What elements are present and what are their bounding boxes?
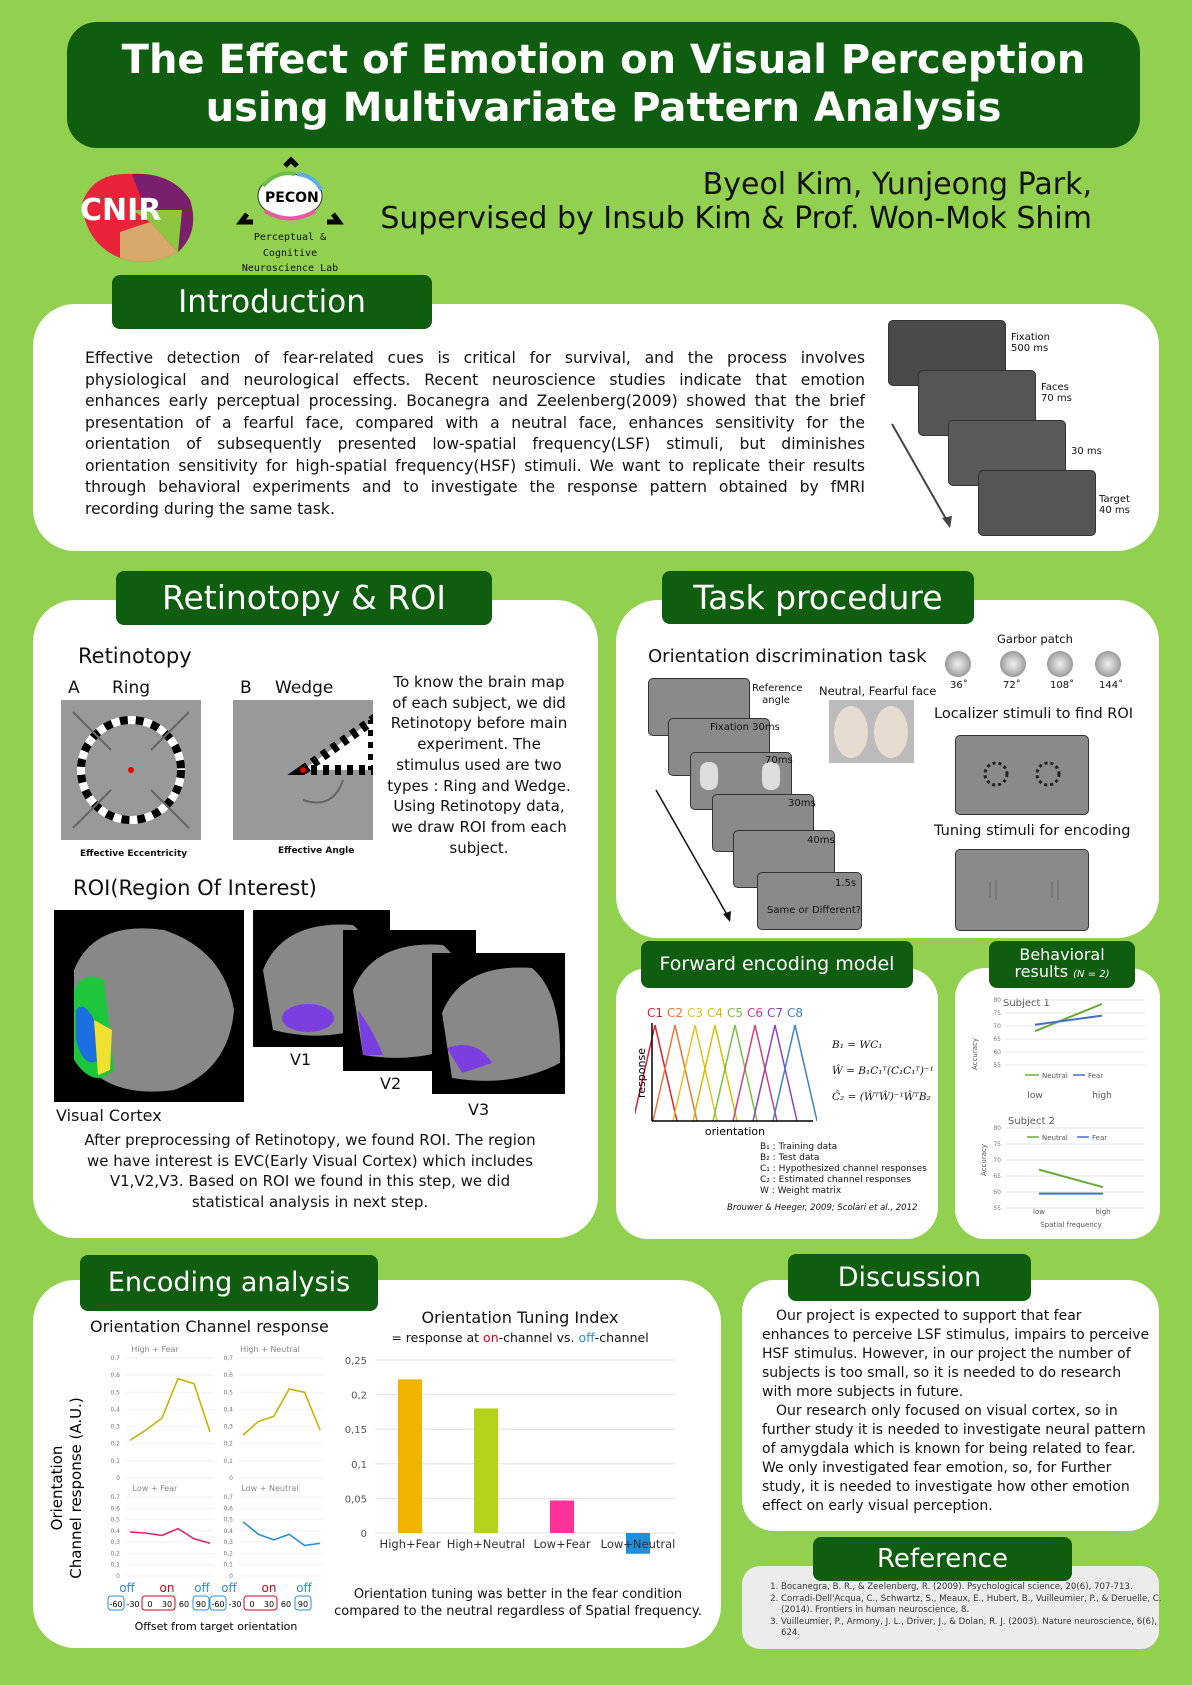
offset-label-0-3: 30 <box>161 1600 173 1609</box>
oti-tick-0: 0 <box>360 1529 367 1540</box>
oc-tick-3-0,6: 0,6 <box>223 1505 233 1513</box>
oc-off-2: off <box>194 1581 210 1595</box>
forward-cite: Brouwer & Heeger, 2009; Scolari et al., 2012 <box>727 1203 918 1213</box>
oc-tick-2-0,2: 0,2 <box>110 1550 120 1558</box>
channel-curve-c4 <box>693 1025 737 1121</box>
ring-letter: A <box>68 678 80 698</box>
tick-80: 80 <box>993 1125 1001 1132</box>
tick-75: 75 <box>993 1010 1001 1017</box>
offset-label-0-0: -60 <box>109 1600 123 1609</box>
task-heading: Task procedure <box>662 571 974 624</box>
s1-xlow: low <box>1027 1091 1043 1101</box>
tick-65: 65 <box>993 1173 1001 1180</box>
angle-108: 108˚ <box>1050 680 1075 691</box>
eq-2: Ŵ = B₁C₁ᵀ(C₁C₁ᵀ)⁻¹ <box>832 1065 934 1077</box>
oc-tick-1-0,7: 0,7 <box>223 1355 233 1362</box>
s2-legend-fear: Fear <box>1092 1134 1108 1142</box>
s2-legend-neutral: Neutral <box>1042 1134 1068 1142</box>
title-line-1: The Effect of Emotion on Visual Perception <box>121 37 1086 83</box>
face-small-2 <box>762 762 780 790</box>
oti-tick-0,1: 0,1 <box>351 1459 367 1471</box>
channel-label-c2: C2 <box>666 1006 684 1020</box>
oc-tick-3-0,3: 0,3 <box>223 1539 233 1547</box>
reference-heading: Reference <box>813 1537 1072 1581</box>
oc-ylabel-2: Channel response (A.U.) <box>67 1397 85 1579</box>
discussion-p1: Our project is expected to support that fear enhances to perceive LSF stimulus, impairs to perceive HSF stimulus. However, in our project the number of subjects is too small, so it is needed to do research with more subjects in future. <box>762 1308 1150 1400</box>
s1-legend-fear: Fear <box>1088 1072 1104 1080</box>
neutral-fearful-label: Neutral, Fearful face <box>819 684 937 698</box>
s2-ylabel: Accuracy <box>980 1144 988 1176</box>
oc-tick-2-0,4: 0,4 <box>110 1527 120 1535</box>
authors-line-2: Supervised by Insub Kim & Prof. Won-Mok Shim <box>380 201 1092 236</box>
oti-tick-0,15: 0,15 <box>345 1425 367 1437</box>
oc-xlabel: Offset from target orientation <box>134 1620 298 1632</box>
oc-title: Orientation Channel response <box>90 1317 329 1336</box>
oti-on: on <box>483 1330 499 1345</box>
subject2-title: Subject 2 <box>1008 1116 1055 1127</box>
oti-subtitle <box>330 1330 710 1345</box>
oc-tick-2-0: 0 <box>116 1573 120 1580</box>
offset-label-1-2: 0 <box>249 1600 255 1609</box>
s1-legend-neutral: Neutral <box>1042 1072 1068 1080</box>
oc-tick-1-0,2: 0,2 <box>223 1440 233 1448</box>
oc-tick-1-0,6: 0,6 <box>223 1372 233 1380</box>
oti-tick-0,05: 0,05 <box>345 1494 367 1506</box>
forward-equations <box>832 1032 934 1110</box>
task-time-arrow <box>652 786 732 926</box>
behavioral-n: (N = 2) <box>1073 969 1110 980</box>
discussion-text <box>762 1307 1151 1516</box>
channel-label-c4: C4 <box>706 1006 724 1020</box>
oc-off-3: off <box>221 1581 237 1595</box>
seq-blank: 30 ms <box>1071 446 1102 457</box>
oc-tick-0-0,2: 0,2 <box>110 1440 120 1448</box>
wedge-label: Wedge <box>275 678 334 698</box>
oc-tick-2-0,1: 0,1 <box>110 1561 120 1569</box>
tick-60: 60 <box>993 1189 1001 1196</box>
behavioral-heading-2: results <box>1014 962 1069 981</box>
channel-label-c8: C8 <box>786 1006 804 1020</box>
oc-tick-0-0,1: 0,1 <box>110 1457 120 1465</box>
oc-panel-hf: High + Fear <box>131 1345 179 1354</box>
offset-label-0-2: 0 <box>147 1600 153 1609</box>
encoding-heading: Encoding analysis <box>80 1255 378 1311</box>
oti-tick-0,2: 0,2 <box>351 1390 367 1402</box>
channel-curve-c5 <box>713 1025 757 1121</box>
tick-60: 60 <box>993 1049 1001 1056</box>
visual-cortex-label: Visual Cortex <box>56 1106 162 1125</box>
oti-xlabel-3: Low+Neutral <box>600 1537 676 1551</box>
retinotopy-text: To know the brain map of each subject, we did Retinotopy before main experiment. The stimulus used are two types : Ring and Wedge. Using Retinotopy data, we draw ROI from each subject. <box>387 673 571 857</box>
v3-label: V3 <box>468 1100 490 1119</box>
cnir-logo <box>72 152 210 270</box>
channel-curve-c6 <box>733 1025 777 1121</box>
legend-b1: B₁ : Training data <box>760 1142 838 1152</box>
oti-sub-c: -channel <box>594 1330 649 1345</box>
offset-label-1-5: 90 <box>297 1600 309 1609</box>
legend-w: W : Weight matrix <box>760 1186 842 1196</box>
s1-ylabel: Accuracy <box>971 1038 979 1070</box>
channel-label-c1: C1 <box>646 1006 664 1020</box>
offset-label-1-1: -30 <box>228 1600 242 1609</box>
authors-line-1: Byeol Kim, Yunjeong Park, <box>702 167 1092 202</box>
angle-72: 72˚ <box>1003 680 1021 691</box>
visual-cortex-image <box>54 910 244 1102</box>
oc-tick-3-0,2: 0,2 <box>223 1550 233 1558</box>
oc-tick-2-0,7: 0,7 <box>110 1494 120 1501</box>
subject1-title: Subject 1 <box>1003 998 1050 1009</box>
s2-xlabel: Spatial frequency <box>1040 1221 1102 1229</box>
oc-tick-1-0: 0 <box>229 1475 233 1482</box>
neutral-fearful-faces <box>829 700 914 763</box>
ring-label: Ring <box>112 678 151 698</box>
channel-label-c3: C3 <box>686 1006 704 1020</box>
oc-tick-3-0,7: 0,7 <box>223 1494 233 1501</box>
oti-xlabel-1: High+Neutral <box>446 1537 526 1551</box>
v3-image <box>432 953 565 1094</box>
oc-ylabel-1: Orientation <box>48 1445 66 1531</box>
legend-c2: C₂ : Estimated channel responses <box>760 1175 912 1185</box>
retinotopy-subheading: Retinotopy <box>78 644 192 668</box>
ring-stimulus <box>61 700 201 840</box>
oti-conclusion: Orientation tuning was better in the fear condition compared to the neutral regardless of Spatial frequency. <box>334 1587 702 1619</box>
oc-panel-lf: Low + Fear <box>132 1484 178 1493</box>
wedge-letter: B <box>240 678 252 698</box>
channel-curve-c8 <box>773 1025 817 1121</box>
offset-label-0-5: 90 <box>195 1600 207 1609</box>
oc-panel-hn: High + Neutral <box>240 1345 300 1354</box>
s1-xhigh: high <box>1092 1091 1112 1101</box>
garbor-label: Garbor patch <box>997 632 1073 646</box>
channel-label-c7: C7 <box>766 1006 784 1020</box>
angle-36: 36˚ <box>950 680 968 691</box>
introduction-heading: Introduction <box>112 275 432 329</box>
trial-sequence-figure <box>888 318 1148 543</box>
tick-70: 70 <box>993 1023 1001 1030</box>
legend-c1: C₁ : Hypothesized channel responses <box>760 1164 927 1174</box>
localizer-label: Localizer stimuli to find ROI <box>934 706 1134 722</box>
eq-1: B₁ = WC₁ <box>832 1039 883 1051</box>
oc-tick-1-0,1: 0,1 <box>223 1457 233 1465</box>
seq-target: Target 40 ms <box>1099 494 1130 516</box>
offset-label-1-3: 30 <box>263 1600 275 1609</box>
s2-xlow: low <box>1033 1208 1045 1216</box>
oti-bar-high-fear <box>398 1379 422 1533</box>
oc-tick-0-0,7: 0,7 <box>110 1355 120 1362</box>
oti-xlabel-0: High+Fear <box>379 1537 441 1551</box>
oc-panel-ln: Low + Neutral <box>241 1484 299 1493</box>
oti-title: Orientation Tuning Index <box>421 1308 619 1327</box>
offset-label-0-4: 60 <box>178 1600 190 1609</box>
oc-tick-3-0: 0 <box>229 1573 233 1580</box>
oc-tick-0-0,5: 0,5 <box>110 1389 120 1397</box>
oti-chart <box>345 1350 680 1560</box>
task-fix-label: Fixation 30ms <box>710 722 780 733</box>
oti-off: off <box>578 1330 595 1345</box>
subject2-chart <box>965 1110 1155 1230</box>
title-banner <box>67 22 1140 148</box>
ring-caption: Effective Eccentricity <box>80 849 188 859</box>
reference-item-2: 2. Corradi-Dell'Acqua, C., Schwartz, S., Meaux, E., Hubert, B., Vuilleumier, P., & Deruelle, C. (2014). Frontiers in human neuroscience, 8. <box>781 1594 1176 1617</box>
retinotopy-heading: Retinotopy & ROI <box>116 571 492 625</box>
tick-80: 80 <box>993 997 1001 1004</box>
reference-list <box>749 1582 1176 1640</box>
tuning-label: Tuning stimuli for encoding <box>934 823 1131 839</box>
tuning-screen <box>955 849 1089 931</box>
tick-55: 55 <box>993 1062 1001 1069</box>
channel-label-c5: C5 <box>726 1006 744 1020</box>
oti-sub-b: -channel vs. <box>498 1330 579 1345</box>
oti-tick-0,25: 0,25 <box>345 1356 367 1367</box>
tick-75: 75 <box>993 1141 1001 1148</box>
forward-chart <box>635 1003 817 1138</box>
cnir-text: CNIR <box>80 193 162 228</box>
pecon-logo <box>225 156 355 274</box>
subject1-chart <box>965 994 1155 1110</box>
oc-tick-3-0,5: 0,5 <box>223 1516 233 1524</box>
oc-off-4: off <box>296 1581 312 1595</box>
behavioral-heading <box>989 941 1135 988</box>
oti-bar-high-neutral <box>474 1408 498 1533</box>
eq-3: Ĉ₂ = (ŴᵀŴ)⁻¹ŴᵀB₂ <box>832 1091 931 1103</box>
oc-on-1: on <box>159 1581 175 1595</box>
localizer-screen <box>955 735 1089 815</box>
authors <box>380 168 1092 236</box>
oc-tick-2-0,5: 0,5 <box>110 1516 120 1524</box>
oc-tick-3-0,1: 0,1 <box>223 1561 233 1569</box>
task-15-label: 1.5s <box>835 878 857 889</box>
oc-off-1: off <box>119 1581 135 1595</box>
oc-tick-1-0,5: 0,5 <box>223 1389 233 1397</box>
oc-tick-1-0,3: 0,3 <box>223 1423 233 1431</box>
seq-fixation: Fixation 500 ms <box>1011 332 1051 354</box>
channel-curve-c7 <box>753 1025 797 1121</box>
task-30-label: 30ms <box>788 798 816 809</box>
oc-tick-0-0: 0 <box>116 1475 120 1482</box>
oc-tick-0-0,3: 0,3 <box>110 1423 120 1431</box>
oc-on-2: on <box>261 1581 277 1595</box>
legend-b2: B₂ : Test data <box>760 1153 820 1163</box>
s2-xhigh: high <box>1095 1208 1111 1216</box>
offset-label-0-1: -30 <box>126 1600 140 1609</box>
retinotopy-bottom-text: After preprocessing of Retinotopy, we found ROI. The region we have interest is EVC(Early Visual Cortex) which includes V1,V2,V3. Based on ROI we found in this step, we did statistical analysis in next step. <box>84 1131 536 1211</box>
pecon-sub-1: Perceptual & Cognitive <box>253 232 327 259</box>
pecon-sub-2: Neuroscience Lab <box>241 263 339 274</box>
behavioral-heading-1: Behavioral <box>1019 945 1105 964</box>
oti-sub-a: = response at <box>391 1330 484 1345</box>
offset-label-1-4: 60 <box>280 1600 292 1609</box>
oc-tick-0-0,6: 0,6 <box>110 1372 120 1380</box>
odt-title: Orientation discrimination task <box>648 646 927 667</box>
tick-70: 70 <box>993 1157 1001 1164</box>
oti-bar-low-fear <box>550 1500 574 1533</box>
oc-tick-1-0,4: 0,4 <box>223 1406 233 1414</box>
channel-curve-c2 <box>653 1025 697 1121</box>
task-40-label: 40ms <box>807 835 835 846</box>
oc-tick-0-0,4: 0,4 <box>110 1406 120 1414</box>
v2-label: V2 <box>380 1074 402 1093</box>
offset-label-1-0: -60 <box>211 1600 225 1609</box>
oc-series-1 <box>243 1389 320 1435</box>
seq-faces: Faces 70 ms <box>1041 382 1072 404</box>
forward-heading: Forward encoding model <box>641 941 913 988</box>
discussion-p2: Our research only focused on visual cortex, so in further study it is needed to investigate neural pattern of amygdala which is known for being related to fear. We only investigated fear emotion, so, for Further study, it is needed to investigate how other emotion effect on early visual perception. <box>762 1403 1146 1514</box>
forward-legend <box>760 1142 927 1197</box>
garbor-patches <box>943 650 1128 678</box>
reference-item-3: 3. Vuilleumier, P., Armony, J. L., Driver, J., & Dolan, R. J. (2003). Nature neuroscience, 6(6), 624. <box>781 1617 1176 1640</box>
forward-ylabel: response <box>635 1048 648 1098</box>
oti-xlabel-2: Low+Fear <box>533 1537 591 1551</box>
title-line-2: using Multivariate Pattern Analysis <box>205 85 1002 131</box>
wedge-stimulus <box>233 700 373 840</box>
channel-curve-c3 <box>673 1025 717 1121</box>
task-same-label: Same or Different? <box>767 905 862 916</box>
channel-label-c6: C6 <box>746 1006 764 1020</box>
series-neutral <box>1039 1170 1103 1188</box>
task-ref-label: Reference angle <box>752 683 803 706</box>
pecon-text: PECON <box>265 190 319 206</box>
oc-tick-2-0,6: 0,6 <box>110 1505 120 1513</box>
oc-chart <box>44 1340 334 1632</box>
discussion-heading: Discussion <box>788 1254 1031 1301</box>
v1-label: V1 <box>290 1050 312 1069</box>
tick-65: 65 <box>993 1036 1001 1043</box>
introduction-text: Effective detection of fear-related cues is critical for survival, and the process involves physiological and neurological effects. Recent neuroscience studies indicate that emotion enhances early perceptual processing. Bocanegra and Zeelenberg(2009) showed that the brief presentation of a fearful face, compared with a neutral face, enhances sensitivity for the orientation of subsequently presented low-spatial frequency(LSF) stimuli, but diminishes orientation sensitivity for high-spatial frequency(HSF) stimuli. We want to replicate their results through behavioral experiments and to investigate the response pattern obtained by fMRI recording during the same task. <box>85 349 865 518</box>
wedge-caption: Effective Angle <box>278 846 355 856</box>
roi-title: ROI(Region Of Interest) <box>73 876 317 900</box>
oc-tick-2-0,3: 0,3 <box>110 1539 120 1547</box>
reference-item-1: 1. Bocanegra, B. R., & Zeelenberg, R. (2009). Psychological science, 20(6), 707-713. <box>781 1582 1176 1594</box>
angle-144: 144˚ <box>1099 680 1124 691</box>
tick-55: 55 <box>993 1205 1001 1212</box>
oc-tick-3-0,4: 0,4 <box>223 1527 233 1535</box>
forward-xlabel: orientation <box>704 1125 766 1138</box>
task-70-label: 70ms <box>765 755 793 766</box>
